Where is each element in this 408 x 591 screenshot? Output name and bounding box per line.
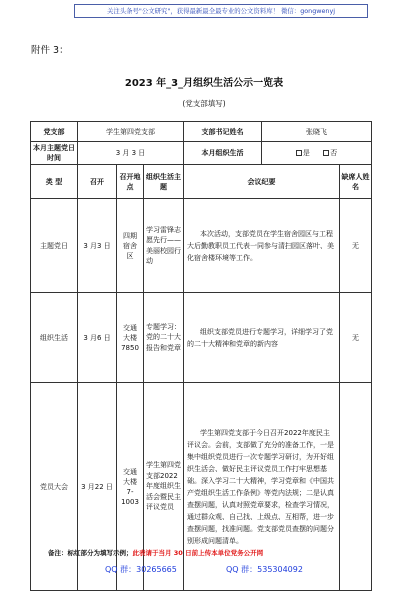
- row-absent: 无: [340, 199, 372, 293]
- qq-group-2: QQ 群：535304092: [226, 565, 303, 574]
- column-header-row: [31, 165, 372, 199]
- page-title: 2023 年_3_月组织生活公示一览表: [124, 78, 284, 89]
- header-row-branch: [31, 122, 372, 142]
- row-place: 交通大楼7850: [117, 293, 144, 383]
- row-type: 组织生活: [31, 293, 78, 383]
- qq-group-1: QQ 群：30265665: [105, 565, 177, 574]
- note-deadline: 此表请于当月 30 日前上传本单位党务公开网: [132, 549, 264, 557]
- org-life-label: 本月组织生活: [184, 142, 262, 165]
- col-type: 类 型: [31, 165, 78, 199]
- attachment-label: 附件 3：: [31, 45, 69, 56]
- row-date: 3 月6 日: [78, 293, 117, 383]
- page-subtitle: (党支部填写): [182, 99, 226, 108]
- col-summary: 会议纪要: [184, 165, 340, 199]
- theme-date-label: 本月主题党日时间: [31, 142, 78, 165]
- no-checkbox[interactable]: [323, 150, 329, 156]
- table-row: [31, 199, 372, 293]
- row-summary: 组织支部党员进行专题学习，详细学习了党的二十大精神和党章的新内容: [184, 293, 340, 383]
- row-place: 四期宿舍区: [117, 199, 144, 293]
- header-banner: 关注头条号"公文研究"，获得最新最全最专业的公文资料库！ 微信：gongwenyj: [74, 4, 368, 18]
- yes-label: 是: [302, 149, 310, 157]
- secretary-label: 支部书记姓名: [184, 122, 262, 142]
- row-summary: 学生第四党支部于今日召开2022年度民主评议会。会前，支部做了充分的准备工作，一是集中组织党员进行一次专题学习研讨，为开好组织生活会、做好民主评议党员工作打牢思想基础。深入学习二十大精神，学习党章和《中国共产党组织生活工作条例》等党内法规；二是认真查摆问题，认真对照党章要求，检查学习情况，通过群众观、自己找、上级点、互相帮，进一步查摆问题，找准问题。党支部党员查摆的问题分别形成问题清单。: [184, 383, 340, 591]
- theme-date-value: 3 月 3 日: [78, 142, 184, 165]
- col-date: 召开: [78, 165, 117, 199]
- col-absent: 缺席人姓名: [340, 165, 372, 199]
- header-row-date: [31, 142, 372, 165]
- secretary-value: 张晓飞: [262, 122, 372, 142]
- yes-checkbox[interactable]: [296, 150, 302, 156]
- col-topic: 组织生活主题: [144, 165, 184, 199]
- note-prefix: 备注：标红部分为填写示例；: [48, 549, 133, 557]
- footer-note: [48, 548, 263, 557]
- branch-label: 党支部: [31, 122, 78, 142]
- row-date: 3 月22 日: [78, 383, 117, 591]
- no-label: 否: [330, 149, 338, 157]
- row-date: 3 月3 日: [78, 199, 117, 293]
- table-row: [31, 383, 372, 591]
- row-topic: 学习雷锋志愿先行——美丽校园行动: [144, 199, 184, 293]
- row-type: 党员大会: [31, 383, 78, 591]
- branch-value: 学生第四党支部: [78, 122, 184, 142]
- row-topic: 专题学习：党的二十大报告和党章: [144, 293, 184, 383]
- org-life-table: [30, 121, 372, 591]
- row-type: 主题党日: [31, 199, 78, 293]
- table-row: [31, 293, 372, 383]
- row-absent: [340, 383, 372, 591]
- row-absent: 无: [340, 293, 372, 383]
- row-place: 交通大楼7-1003: [117, 383, 144, 591]
- col-place: 召开地点: [117, 165, 144, 199]
- row-summary: 本次活动，支部党员在学生宿舍园区与工程大后勤教职员工代表一同参与清扫园区落叶、美化宿舍楼环境等工作。: [184, 199, 340, 293]
- row-topic: 学生第四党支部2022年度组织生活会暨民主评议党员: [144, 383, 184, 591]
- org-life-options[interactable]: [262, 142, 372, 165]
